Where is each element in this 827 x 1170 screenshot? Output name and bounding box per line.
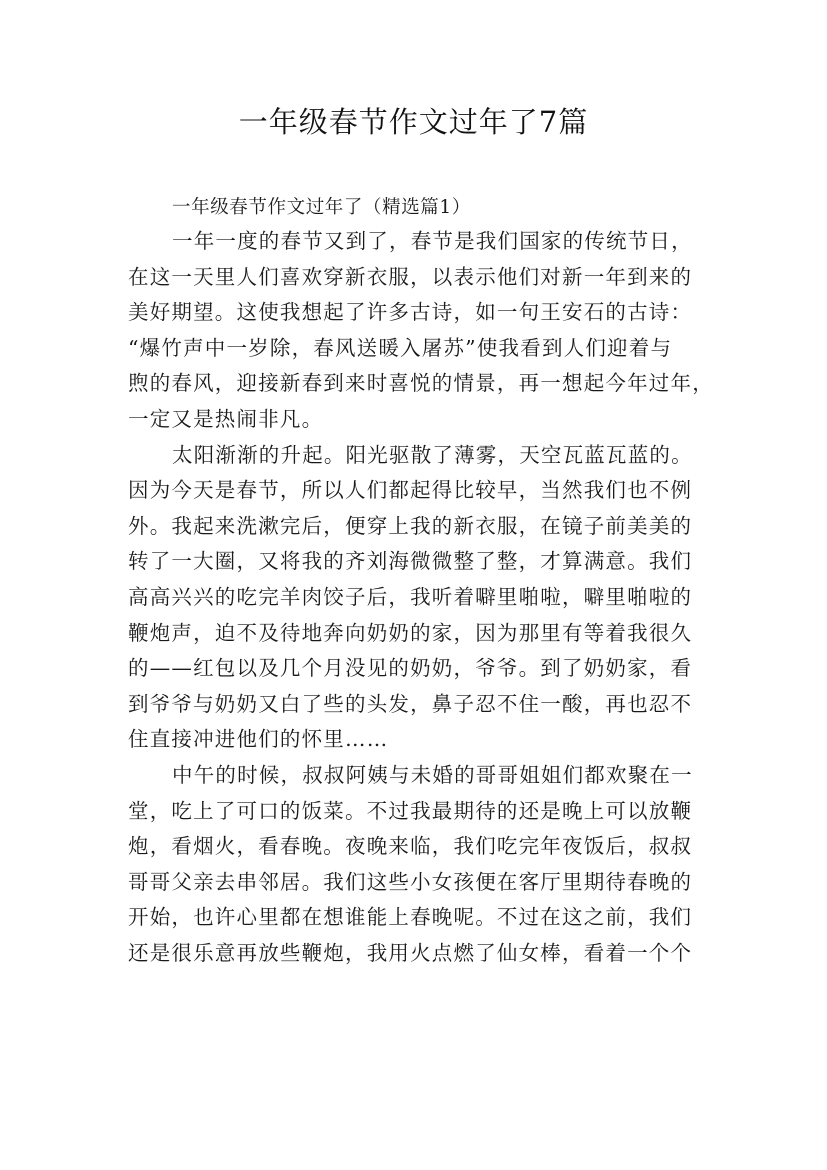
text-line: “爆竹声中一岁除，春风送暖入屠苏”使我看到人们迎着与 <box>128 335 673 360</box>
text-line: 因为今天是春节，所以人们都起得比较早，当然我们也不例 <box>128 478 693 503</box>
text-line: 转了一大圈，又将我的齐刘海微微整了整，才算满意。我们 <box>128 549 693 574</box>
text-line: 炮，看烟火，看春晚。夜晚来临，我们吃完年夜饭后，叔叔 <box>128 834 693 859</box>
text-line: 哥哥父亲去串邻居。我们这些小女孩便在客厅里期待春晚的 <box>128 869 693 894</box>
text-line: 的——红包以及几个月没见的奶奶，爷爷。到了奶奶家，看 <box>128 656 693 681</box>
text-line: 住直接冲进他们的怀里…… <box>128 727 389 752</box>
text-line: 堂，吃上了可口的饭菜。不过我最期待的还是晚上可以放鞭 <box>128 798 693 823</box>
document-body <box>128 192 718 971</box>
text-line: 鞭炮声，迫不及待地奔向奶奶的家，因为那里有等着我很久 <box>128 620 693 645</box>
paragraph-2 <box>128 438 718 758</box>
text-line: 外。我起来洗漱完后，便穿上我的新衣服，在镜子前美美的 <box>128 513 693 538</box>
text-line: 太阳渐渐的升起。阳光驱散了薄雾，天空瓦蓝瓦蓝的。 <box>172 442 693 467</box>
document-title: 一年级春节作文过年了7篇 <box>238 105 589 139</box>
text-line: 在这一天里人们喜欢穿新衣服，以表示他们对新一年到来的 <box>128 264 693 289</box>
text-line: 到爷爷与奶奶又白了些的头发，鼻子忍不住一酸，再也忍不 <box>128 691 693 716</box>
text-line: 美好期望。这使我想起了许多古诗，如一句王安石的古诗： <box>128 300 693 325</box>
text-line: 开始，也许心里都在想谁能上春晚呢。不过在这之前，我们 <box>128 905 693 930</box>
paragraph-1 <box>128 224 718 438</box>
text-line: 中午的时候，叔叔阿姨与未婚的哥哥姐姐们都欢聚在一 <box>172 762 693 787</box>
section-subtitle: 一年级春节作文过年了（精选篇1） <box>172 197 471 218</box>
text-line: 高高兴兴的吃完羊肉饺子后，我听着噼里啪啦，噼里啪啦的 <box>128 584 693 609</box>
text-line: 还是很乐意再放些鞭炮，我用火点燃了仙女棒，看着一个个 <box>128 940 693 965</box>
paragraph-3 <box>128 758 718 972</box>
text-line: 煦的春风，迎接新春到来时喜悦的情景，再一想起今年过年， <box>128 371 714 396</box>
text-line: 一定又是热闹非凡。 <box>128 406 324 431</box>
text-line: 一年一度的春节又到了，春节是我们国家的传统节日， <box>172 229 693 253</box>
